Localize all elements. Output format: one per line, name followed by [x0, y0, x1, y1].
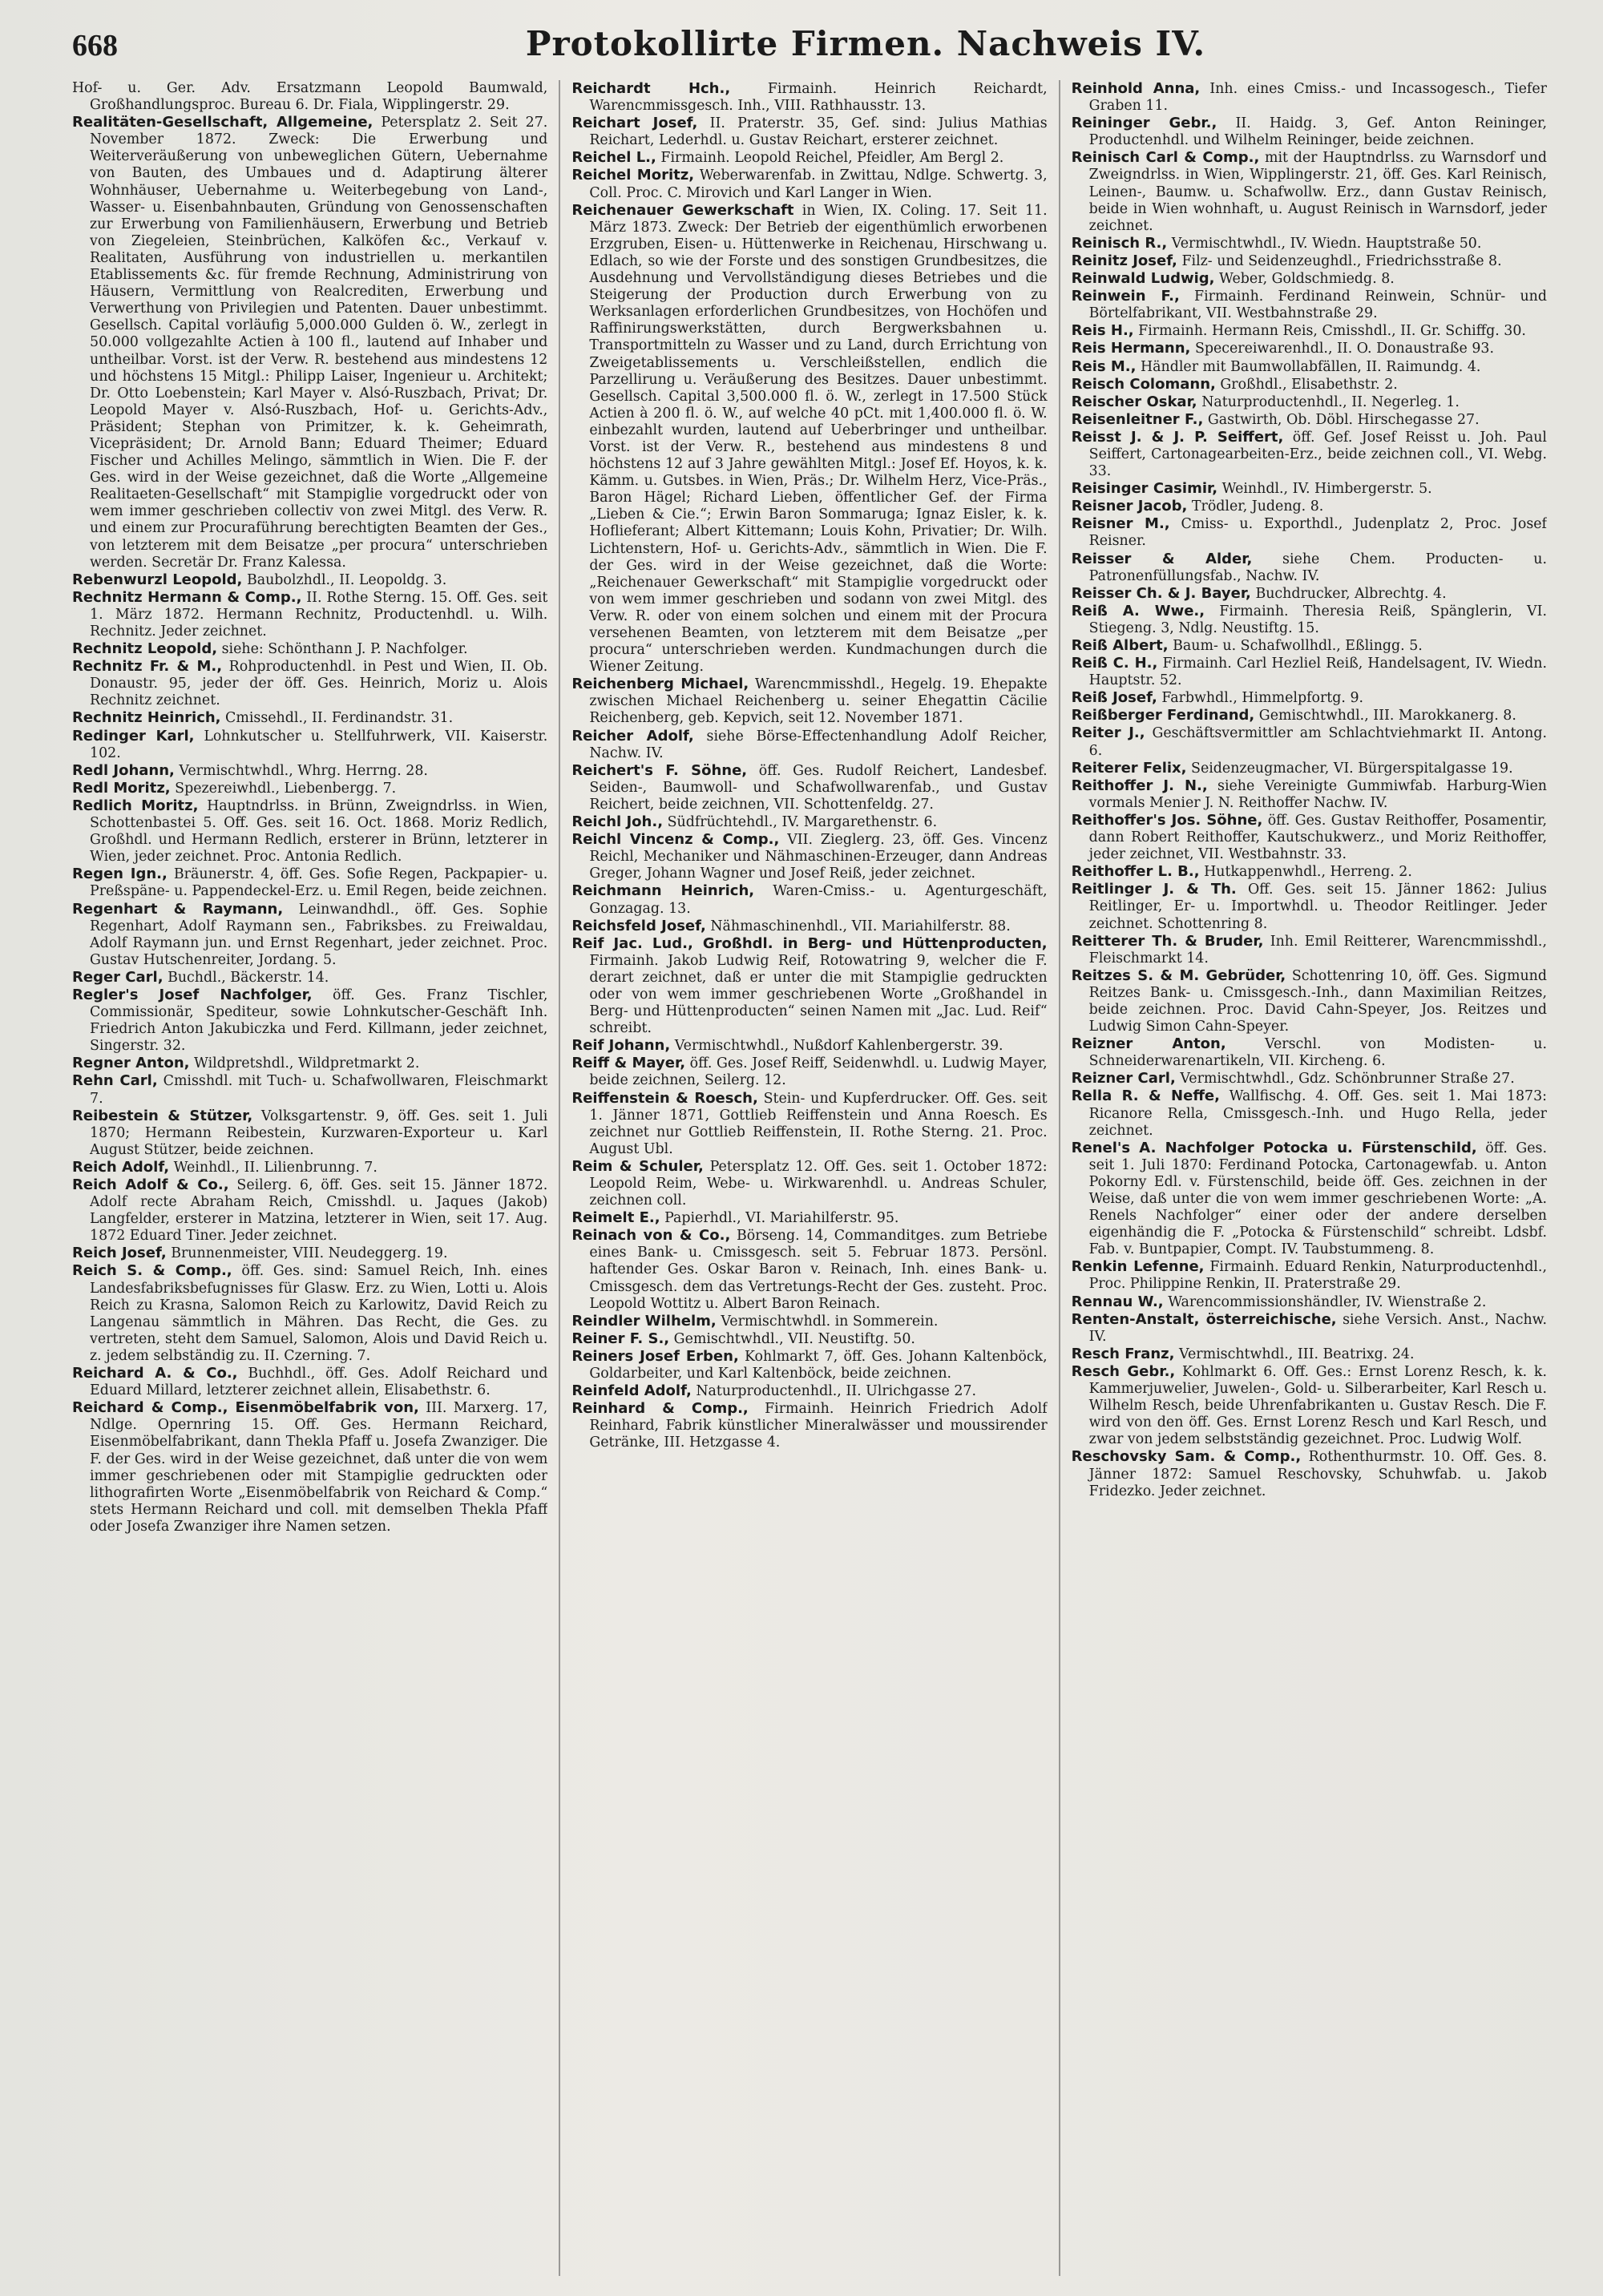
firm-details: öff. Ges. Rudolf Reichert, Landesbef. Seiden-, Baumwoll- und Schafwollwarenfab., und Gustav Reichert, beide zeichnen, VII. Schottenfeldg. 27. — [589, 762, 1048, 813]
directory-entry — [571, 728, 1047, 762]
firm-name: Reichenberg Michael, — [571, 676, 749, 693]
directory-entry — [72, 709, 547, 727]
firm-name: Reithoffer L. B., — [1071, 863, 1200, 881]
directory-entry — [1072, 585, 1547, 603]
firm-name: Reichl Joh., — [571, 813, 664, 831]
firm-name: Reichenauer Gewerkschaft — [571, 201, 794, 219]
firm-name: Reimelt E., — [571, 1209, 660, 1227]
firm-details: Händler mit Baumwollabfällen, II. Raimundg. 4. — [1141, 358, 1481, 375]
directory-entry — [1072, 340, 1547, 357]
firm-name: Reiß A. Wwe., — [1071, 602, 1205, 619]
firm-name: Reinhard & Comp., — [571, 1400, 749, 1418]
column-divider — [1059, 80, 1060, 2276]
firm-details: VII. Zieglerg. 23, öff. Ges. Vincenz Reichl, Mechaniker und Nähmaschinen-Erzeuger, dann Andreas Greger, Johann Wagner und Josef Reiß, jeder zeichnet. — [589, 832, 1048, 882]
firm-details: in Wien, IX. Coling. 17. Seit 11. März 1873. Zweck: Der Betrieb der eigenthümlich erworbenen Erzgruben, Eisen- u. Hüttenwerke in Reichenau, Hirschwang u. Edlach, so wie der Forste und des sonstigen Grundbesitzes, die Ausdehnung und Vervollständigung dieses Betriebes und die Steigerung der Production durch Erwerbung von zu Werksanlagen erforderlichen Grundbesitzes, von Hochöfen und Raffinirungswerkstätten, durch Bergwerksbahnen u. Transportmitteln zu Wasser und zu Land, durch Errichtung von Zweigetablissements u. Verschleißstellen, endlich die Parzellirung u. Veräußerung des Besitzes. Dauer unbestimmt. Gesellsch. Capital 3,500.000 fl. ö. W., zerlegt in 17.500 Stück Actien à 200 fl. ö. W., auf welche 40 pCt. mit 1,400.000 fl. ö. W. einbezahlt wurden, lautend auf Ueberbringer und untheilbar. Vorst. ist der Verw. R., bestehend aus mindestens 8 und höchstens 12 auf 3 Jahre gewählten Mitgl.: Josef Ef. Hoyos, k. k. Kämm. u. Gutsbes. in Wien, Präs.; Dr. Wilhelm Herz, Vice-Präs., Baron Hägel; Richard Lieben, öffentlicher Gef. der Firma „Lieben & Cie.“; Erwin Baron Sommaruga; Ignaz Eisler, k. k. Hoflieferant; Albert Kittemann; Louis Kohn, Privatier; Dr. Wilh. Lichtenstern, Hof- u. Gerichts-Adv., sämmtlich in Wien. Die F. der Ges. wird in der Weise gezeichnet, daß die Worte: „Reichenauer Gewerkschaft“ mit Stampiglie vorgedruckt oder von wem immer geschrieben und sodann von zwei Mitgl. des Verw. R. oder von einem solchen und einem mit der Procura versehenen Beamten, von letzterem mit dem Beisatze „per procura“ unterschrieben werden. Kundmachungen durch die Wiener Zeitung. — [589, 202, 1048, 676]
directory-entry — [1072, 411, 1547, 429]
directory-entry — [1072, 933, 1547, 967]
firm-details: Firmainh. Jakob Ludwig Reif, Rotowatring 9, welcher die F. derart zeichnet, daß er unter die mit Stampiglie gedruckten oder von wem immer geschriebenen Worte „Großhandel in Berg- und Hüttenproducten“ seinen Namen mit „Jac. Lud. Reif“ schreibt. — [589, 952, 1048, 1037]
directory-entry — [571, 1227, 1047, 1312]
firm-name: Reichert's F. Söhne, — [571, 761, 748, 779]
firm-name: Reißberger Ferdinand, — [1071, 707, 1255, 724]
firm-details: Wallfischg. 4. Off. Ges. seit 1. Mai 1873: Ricanore Rella, Cmissgesch.-Inh. und Hugo Rella, jeder zeichnet. — [1088, 1088, 1547, 1139]
firm-name: Reichart Josef, — [571, 115, 698, 132]
firm-details: Firmainh. Heinrich Friedrich Adolf Reinhard, Fabrik künstlicher Mineralwässer und moussirender Getränke, III. Hetzgasse 4. — [589, 1401, 1048, 1451]
firm-details: Gemischtwhdl., III. Marokkanerg. 8. — [1258, 708, 1516, 724]
firm-details: Buchdrucker, Albrechtg. 4. — [1255, 585, 1447, 602]
firm-name: Reisser & Alder, — [1071, 550, 1253, 567]
firm-details: siehe Versich. Anst., Nachw. IV. — [1088, 1311, 1547, 1345]
directory-entry — [1072, 393, 1547, 411]
directory-entry — [571, 831, 1047, 882]
firm-details: Hauptndrlss. in Brünn, Zweigndrlss. in Wien, Schottenbastei 5. Off. Ges. seit 16. Oct. 1868. Moriz Redlich, Großhdl. und Hermann Redlich, ersterer in Brünn, letzterer in Wien, jeder zeichnet. Proc. Antonia Redlich. — [90, 797, 548, 866]
firm-name: Renel's A. Nachfolger Potocka u. Fürstenschild, — [1071, 1139, 1477, 1156]
firm-name: Reitterer Th. & Bruder, — [1071, 932, 1264, 950]
firm-details: Leinwandhdl., öff. Ges. Sophie Regenhart, Adolf Raymann sen., Fabriksbes. zu Freiwaldau, Adolf Raymann jun. und Ernst Regenhart, jeder zeichnet. Proc. Gustav Hutschenreiter, Jordang. 5. — [90, 901, 548, 968]
directory-entry — [1072, 1140, 1547, 1259]
firm-name: Rehn Carl, — [72, 1072, 158, 1090]
directory-entry — [1072, 1448, 1547, 1499]
firm-name: Reizner Anton, — [1071, 1035, 1226, 1053]
firm-name: Reiners Josef Erben, — [571, 1347, 739, 1365]
firm-details: Papierhdl., VI. Mariahilferstr. 95. — [664, 1210, 899, 1227]
firm-details: Vermischtwhdl., IV. Wiedn. Hauptstraße 50. — [1171, 235, 1482, 252]
firm-details: Firmainh. Hermann Reis, Cmisshdl., II. Gr. Schiffg. 30. — [1138, 323, 1526, 340]
firm-details: Verschl. von Modisten- u. Schneiderwarenartikeln, VII. Kircheng. 6. — [1088, 1036, 1547, 1070]
firm-name: Reim & Schuler, — [571, 1157, 704, 1175]
firm-details: Schottenring 10, öff. Ges. Sigmund Reitzes Bank- u. Cmissgesch.-Inh., dann Maximilian Reitzes, beide zeichnen. Proc. David Cahn-Speyer, Jos. Reitzes und Ludwig Simon Cahn-Speyer. — [1088, 967, 1547, 1035]
firm-name: Redl Johann, — [72, 761, 175, 779]
directory-entry — [72, 1245, 547, 1262]
firm-details: Lohnkutscher u. Stellfuhrwerk, VII. Kaiserstr. 102. — [90, 728, 548, 761]
firm-details: Bräunerstr. 4, öff. Ges. Sofie Regen, Packpapier- u. Preßspäne- u. Pappendeckel-Erz. u. Emil Regen, beide zeichnen. — [90, 866, 548, 900]
directory-entry — [72, 1399, 547, 1535]
firm-name: Reis M., — [1071, 357, 1137, 375]
directory-entry — [1072, 603, 1547, 637]
directory-entry — [72, 1072, 547, 1107]
firm-name: Rella R. & Neffe, — [1071, 1087, 1220, 1105]
firm-details: Inh. Emil Reitterer, Warencmmisshdl., Fleischmarkt 14. — [1088, 933, 1547, 966]
firm-name: Reich Adolf & Co., — [72, 1176, 229, 1193]
firm-name: Regen Ign., — [72, 866, 168, 883]
firm-name: Reinfeld Adolf, — [571, 1382, 692, 1400]
firm-name: Reibestein & Stützer, — [72, 1107, 253, 1124]
firm-name: Reinhold Anna, — [1071, 80, 1201, 97]
firm-name: Rechnitz Hermann & Comp., — [72, 588, 302, 606]
firm-name: Reisner Jacob, — [1071, 498, 1188, 515]
firm-details: Waren-Cmiss.- u. Agenturgeschäft, Gonzagag. 13. — [589, 883, 1048, 917]
firm-details: Gemischtwhdl., VII. Neustiftg. 50. — [673, 1330, 915, 1347]
firm-name: Reisenleitner F., — [1071, 410, 1204, 428]
firm-details: Hof- u. Ger. Adv. Ersatzmann Leopold Baumwald, Großhandlungsproc. Bureau 6. Dr. Fiala, Wipplingerstr. 29. — [72, 80, 548, 114]
directory-entry — [1072, 812, 1547, 863]
firm-details: Kohlmarkt 6. Off. Ges.: Ernst Lorenz Resch, k. k. Kammerjuwelier, Juwelen-, Gold- u. Silberarbeiter, Karl Resch u. Wilhelm Resch, beide Uhrenfabrikanten u. Gustav Resch. Die F. wird von den öff. Ges. Ernst Lorenz Resch und Karl Resch, und zwar von jedem selbstständig gezeichnet. Proc. Ludwig Wolf. — [1088, 1363, 1547, 1448]
firm-name: Reis H., — [1071, 322, 1134, 340]
firm-name: Reich Adolf, — [72, 1158, 170, 1176]
directory-entry — [72, 1365, 547, 1399]
directory-entry — [1072, 724, 1547, 759]
directory-entry — [1072, 1035, 1547, 1070]
firm-name: Reichmann Heinrich, — [571, 882, 755, 900]
directory-entry — [1072, 376, 1547, 393]
firm-name: Reschovsky Sam. & Comp., — [1071, 1448, 1302, 1466]
directory-entry — [1072, 149, 1547, 234]
directory-entry — [72, 640, 547, 658]
column-right — [1072, 80, 1547, 2276]
firm-name: Reiß Josef, — [1071, 689, 1157, 707]
directory-entry — [1072, 1258, 1547, 1293]
firm-name: Reis Hermann, — [1071, 340, 1191, 357]
directory-entry — [72, 589, 547, 640]
directory-entry — [1072, 707, 1547, 724]
firm-details: öff. Ges. Josef Reiff, Seidenwhdl. u. Ludwig Mayer, beide zeichnen, Seilerg. 12. — [589, 1055, 1048, 1089]
firm-name: Reinisch R., — [1071, 234, 1168, 252]
directory-entry — [72, 114, 547, 571]
firm-details: Trödler, Judeng. 8. — [1191, 498, 1324, 515]
firm-name: Reiß Albert, — [1071, 637, 1169, 654]
directory-entry — [571, 1090, 1047, 1158]
firm-details: Baum- u. Schafwollhdl., Eßlingg. 5. — [1173, 638, 1423, 654]
firm-details: Firmainh. Ferdinand Reinwein, Schnür- und Börtelfabrikant, VII. Westbahnstraße 29. — [1088, 289, 1547, 322]
firm-details: Südfrüchtehdl., IV. Margarethenstr. 6. — [667, 814, 938, 831]
firm-name: Reithoffer J. N., — [1071, 777, 1208, 794]
directory-entry — [1072, 498, 1547, 515]
directory-entry — [72, 1262, 547, 1365]
firm-details: Vermischtwhdl., Gdz. Schönbrunner Straße 27. — [1180, 1071, 1515, 1087]
firm-name: Rennau W., — [1071, 1293, 1164, 1310]
firm-name: Realitäten-Gesellschaft, Allgemeine, — [72, 114, 373, 131]
firm-name: Renten-Anstalt, österreichische, — [1071, 1310, 1337, 1328]
firm-name: Regenhart & Raymann, — [72, 900, 284, 918]
directory-entry — [1072, 429, 1547, 480]
directory-entry — [72, 80, 547, 114]
firm-details: Weinhdl., IV. Himbergerstr. 5. — [1221, 481, 1432, 498]
directory-entry — [1072, 760, 1547, 777]
directory-entry — [72, 762, 547, 780]
firm-name: Reininger Gebr., — [1071, 115, 1217, 132]
directory-entry — [1072, 637, 1547, 655]
firm-name: Reif Johann, — [571, 1037, 671, 1055]
firm-name: Rebenwurzl Leopold, — [72, 571, 243, 588]
directory-entry — [571, 202, 1047, 676]
firm-details: Baubolzhdl., II. Leopoldg. 3. — [246, 571, 447, 588]
directory-entry — [1072, 551, 1547, 585]
page-title: Protokollirte Firmen. Nachweis IV. — [525, 24, 1206, 63]
directory-entry — [1072, 358, 1547, 376]
firm-details: Rothenthurmstr. 10. Off. Ges. 8. Jänner 1872: Samuel Reschovsky, Schuhwfab. u. Jakob Fridezko. Jeder zeichnet. — [1088, 1449, 1547, 1499]
directory-entry — [1072, 863, 1547, 881]
firm-name: Reindler Wilhelm, — [571, 1312, 717, 1330]
directory-entry — [1072, 1070, 1547, 1087]
directory-entry — [571, 1313, 1047, 1330]
page-number: 668 — [72, 29, 118, 63]
directory-entry — [1072, 115, 1547, 149]
firm-name: Reichel Moritz, — [571, 167, 695, 184]
directory-entry — [571, 1209, 1047, 1227]
firm-details: Firmainh. Carl Hezliel Reiß, Handelsagent, IV. Wiedn. Hauptstr. 52. — [1088, 656, 1547, 689]
firm-details: Nähmaschinenhdl., VII. Mariahilferstr. 88. — [710, 918, 1011, 934]
firm-name: Reichardt Hch., — [571, 80, 731, 97]
directory-entry — [72, 1108, 547, 1159]
firm-details: Gastwirth, Ob. Döbl. Hirschegasse 27. — [1207, 411, 1480, 428]
firm-details: Off. Ges. seit 15. Jänner 1862: Julius Reitlinger, Er- u. Importwhdl. u. Theodor Reitlinger. Jeder zeichnet. Schottenring 8. — [1088, 882, 1547, 932]
directory-entry — [1072, 1293, 1547, 1311]
firm-details: Börseng. 14, Commanditges. zum Betriebe eines Bank- u. Cmissgesch. seit 5. Februar 1873. Persönl. haftender Ges. Oskar Baron v. Reinach, Inh. eines Bank- u. Cmissgesch. dem das Vertretungs-Recht der Ges. zusteht. Proc. Leopold Wottitz u. Albert Baron Reinach. — [589, 1228, 1048, 1312]
directory-entry — [1072, 235, 1547, 252]
firm-name: Reiff & Mayer, — [571, 1055, 686, 1072]
firm-details: öff. Ges. Franz Tischler, Commissionär, Spediteur, sowie Lohnkutscher-Geschäft Inh. Friedrich Anton Jakubiczka und Ferd. Killmann, jeder zeichnet, Singerstr. 32. — [90, 987, 548, 1055]
directory-entry — [1072, 967, 1547, 1035]
directory-entry — [571, 80, 1047, 115]
directory-entry — [72, 866, 547, 900]
firm-name: Reiter J., — [1071, 724, 1145, 742]
firm-name: Reger Carl, — [72, 968, 164, 986]
directory-entry — [1072, 322, 1547, 340]
directory-entry — [72, 901, 547, 969]
firm-details: II. Haidg. 3, Gef. Anton Reininger, Productenhdl. und Wilhelm Reininger, beide zeichnen. — [1088, 115, 1547, 149]
firm-details: Farbwhdl., Himmelpfortg. 9. — [1161, 690, 1364, 707]
firm-name: Reichl Vincenz & Comp., — [571, 831, 780, 849]
firm-details: siehe Chem. Producten- u. Patronenfüllungsfab., Nachw. IV. — [1088, 551, 1547, 584]
directory-entry — [571, 762, 1047, 813]
firm-name: Reif Jac. Lud., Großhdl. in Berg- und Hüttenproducten, — [571, 934, 1048, 952]
firm-details: Naturproductenhdl., II. Ulrichgasse 27. — [696, 1383, 977, 1400]
firm-name: Reizner Carl, — [1071, 1070, 1176, 1087]
firm-details: Warencommissionshändler, IV. Wienstraße 2. — [1168, 1293, 1487, 1310]
column-middle — [571, 80, 1047, 2276]
firm-name: Rechnitz Fr. & M., — [72, 658, 223, 676]
directory-entry — [1072, 270, 1547, 288]
directory-entry — [1072, 252, 1547, 270]
directory-entry — [1072, 689, 1547, 707]
firm-name: Reinisch Carl & Comp., — [1071, 149, 1260, 167]
firm-details: Buchdl., Bäckerstr. 14. — [168, 969, 329, 986]
firm-name: Reinwald Ludwig, — [1071, 270, 1215, 288]
firm-name: Reinach von & Co., — [571, 1227, 731, 1245]
firm-name: Reisser Ch. & J. Bayer, — [1071, 584, 1251, 602]
firm-details: Großhdl., Elisabethstr. 2. — [1220, 376, 1398, 393]
firm-name: Reichel L., — [571, 149, 656, 167]
directory-entry — [1072, 1346, 1547, 1363]
directory-entry — [72, 1159, 547, 1176]
firm-name: Reisinger Casimir, — [1071, 480, 1218, 498]
firm-name: Reiner F. S., — [571, 1330, 670, 1347]
firm-details: öff. Ges. seit 1. Juli 1870: Ferdinand Potocka, Cartonagewfab. u. Anton Pokorny Edl. v. Fürstenschild, beide öff. Ges. zeichnen in der Weise, daß unter die von wem immer geschriebenen Worte: „A. Renels Nachfolger“ einer oder der andere derselben eigenhändig die F. „Potocka & Fürstenschild“ schreibt. Ldsbf. Fab. v. Buntpapier, Compt. IV. Taubstummeng. 8. — [1088, 1140, 1547, 1258]
firm-details: Wildpretshdl., Wildpretmarkt 2. — [194, 1055, 420, 1072]
firm-details: Kohlmarkt 7, öff. Ges. Johann Kaltenböck, Goldarbeiter, und Karl Kaltenböck, beide zeichnen. — [589, 1348, 1048, 1382]
directory-entry — [72, 969, 547, 987]
directory-entry — [571, 935, 1047, 1038]
firm-details: III. Marxerg. 17, Ndlge. Opernring 15. Off. Ges. Hermann Reichard, Eisenmöbelfabrikant, dann Thekla Pfaff u. Josefa Zwanziger. Die F. der Ges. wird in der Weise gezeichnet, daß unter die von wem immer geschriebenen oder mit Stampiglie gedruckten oder lithografirten Worte „Eisenmöbelfabrik von Reichard & Comp.“ stets Hermann Reichard und coll. mit demselben Thekla Pfaff oder Josefa Zwanziger ihre Namen setzen. — [90, 1400, 548, 1535]
firm-name: Reichard & Comp., Eisenmöbelfabrik von, — [72, 1399, 419, 1417]
firm-details: Hutkappenwhdl., Herreng. 2. — [1204, 864, 1412, 881]
firm-details: Inh. eines Cmiss.- und Incassogesch., Tiefer Graben 11. — [1088, 81, 1547, 115]
firm-name: Reitlinger J. & Th. — [1071, 881, 1237, 898]
firm-name: Reinwein F., — [1071, 288, 1180, 305]
directory-entry — [72, 1176, 547, 1245]
firm-details: öff. Ges. Gustav Reithoffer, Posamentir, dann Robert Reithoffer, Kautschukwerz., und Moriz Reithoffer, jeder zeichnet, VII. Westbahnstr. 33. — [1088, 812, 1547, 863]
firm-name: Reichsfeld Josef, — [571, 917, 706, 934]
firm-details: Naturproductenhdl., II. Negerleg. 1. — [1201, 393, 1460, 410]
directory-entry — [1072, 1311, 1547, 1346]
firm-name: Reichard A. & Co., — [72, 1365, 238, 1382]
directory-entry — [571, 1382, 1047, 1400]
firm-details: Cmissehdl., II. Ferdinandstr. 31. — [225, 710, 454, 727]
firm-details: Volksgartenstr. 9, öff. Ges. seit 1. Juli 1870; Hermann Reibestein, Kurzwaren-Exporteur u. Karl August Stützer, beide zeichnen. — [90, 1108, 548, 1158]
firm-details: öff. Ges. sind: Samuel Reich, Inh. eines Landesfabriksbefugnisses für Glasw. Erz. zu Wien, Lotti u. Alois Reich zu Krasna, Salomon Reich zu Karlowitz, David Reich zu Langenau sämmtlich in Mähren. Das Recht, die Ges. zu vertreten, steht dem Samuel, Salomon, Alois und David Reich u. z. jedem selbständig zu. II. Czerning. 7. — [90, 1263, 548, 1364]
firm-details: öff. Gef. Josef Reisst u. Joh. Paul Seiffert, Cartonagearbeiten-Erz., beide zeichnen coll., VI. Webg. 33. — [1088, 429, 1547, 480]
directory-entry — [1072, 1363, 1547, 1448]
firm-name: Redinger Karl, — [72, 727, 195, 744]
firm-details: Vermischtwhdl., Nußdorf Kahlenbergerstr. 39. — [674, 1038, 1003, 1055]
firm-details: Geschäftsvermittler am Schlachtviehmarkt II. Antong. 6. — [1088, 725, 1547, 759]
directory-entry — [571, 1037, 1047, 1055]
firm-name: Redlich Moritz, — [72, 797, 199, 814]
firm-details: Rohproductenhdl. in Pest und Wien, II. Ob. Donaustr. 95, jeder der öff. Ges. Heinrich, Moriz u. Alois Rechnitz zeichnet. — [90, 659, 548, 709]
directory-entry — [571, 918, 1047, 935]
firm-details: mit der Hauptndrlss. zu Warnsdorf und Zweigndrlss. in Wien, Wipplingerstr. 21, öff. Ges. Karl Reinisch, Leinen-, Baumw. u. Schafwollw. Erz., dann Gustav Reinisch, beide in Wien wohnhaft, u. August Reinisch in Warnsdorf, jeder zeichnet. — [1088, 150, 1547, 234]
firm-name: Reicher Adolf, — [571, 727, 694, 744]
firm-details: siehe Vereinigte Gummiwfab. Harburg-Wien vormals Menier J. N. Reithoffer Nachw. IV. — [1088, 777, 1547, 811]
directory-entry — [571, 676, 1047, 727]
directory-entry — [571, 1158, 1047, 1209]
directory-entry — [571, 149, 1047, 167]
firm-name: Regler's Josef Nachfolger, — [72, 986, 313, 1003]
firm-name: Reisner M., — [1071, 515, 1170, 533]
firm-name: Rechnitz Leopold, — [72, 640, 218, 658]
firm-name: Reich Josef, — [72, 1245, 167, 1262]
column-divider — [559, 80, 560, 2276]
directory-entry — [571, 813, 1047, 831]
firm-details: siehe Börse-Effectenhandlung Adolf Reicher, Nachw. IV. — [589, 728, 1048, 761]
firm-details: Firmainh. Leopold Reichel, Pfeidler, Am Bergl 2. — [660, 150, 1004, 167]
firm-details: Vermischtwhdl. in Sommerein. — [721, 1313, 939, 1330]
directory-entry — [72, 571, 547, 589]
directory-entry — [571, 1348, 1047, 1382]
directory-entry — [571, 882, 1047, 917]
firm-details: Petersplatz 2. Seit 27. November 1872. Zweck: Die Erwerbung und Weiterveräußerung von unbeweglichen Gütern, Uebernahme von Bauten, des Umbaues und d. Adaptirung älterer Wohnhäuser, Uebernahme u. Weiterbegebung von Land-, Wasser- u. Eisenbahnbauten, Gründung von Genossenschaften zur Erwerbung von Familienhäusern, Erwerbung und Betrieb von Ziegeleien, Steinbrüchen, Kalköfen &c., Verkauf v. Realitaten, Ausführung von industriellen u. merkantilen Etablissements &c. für fremde Rechnung, Administrirung von Häusern, Vermittlung von Realcrediten, Erwerbung und Verwerthung von Privilegien und Patenten. Dauer unbestimmt. Gesellsch. Capital vorläufig 5,000.000 Gulden ö. W., zerlegt in 50.000 vollgezahlte Actien à 100 fl., lautend auf Inhaber und untheilbar. Vorst. ist der Verw. R. bestehend aus mindestens 12 und höchstens 15 Mitgl.: Philipp Laiser, Ingenieur u. Architekt; Dr. Otto Loebenstein; Karl Mayer v. Alsó-Ruszbach, Privat; Dr. Leopold Mayer v. Alsó-Ruszbach, Hof- u. Gerichts-Adv., Präsident; Stephan von Primitzer, k. k. Geheimrath, Vicepräsident; Dr. Arnold Bann; Eduard Theimer; Eduard Fischer und Achilles Melingo, sämmtlich in Wien. Die F. der Ges. wird in der Weise gezeichnet, daß die Worte „Allgemeine Realitaeten-Gesellschaft“ mit Stampiglie vorgedruckt oder von wem immer geschrieben collectiv von zwei Mitgl. des Verw. R. und einem zur Procuraführung berechtigten Beamten der Ges., von letzterem mit dem Beisatze „per procura“ unterschrieben werden. Secretär Dr. Franz Kalessa. — [90, 115, 548, 571]
firm-name: Rechnitz Heinrich, — [72, 709, 221, 727]
page-header — [72, 24, 1547, 69]
directory-entry — [1072, 777, 1547, 812]
firm-details: Spezereiwhdl., Liebenbergg. 7. — [175, 780, 397, 797]
directory-entry — [571, 1055, 1047, 1089]
firm-name: Resch Franz, — [1071, 1345, 1175, 1362]
firm-name: Reiterer Felix, — [1071, 759, 1187, 777]
columns — [72, 80, 1547, 2276]
directory-entry — [1072, 881, 1547, 932]
firm-details: Weberwarenfab. in Zwittau, Ndlge. Schwertg. 3, Coll. Proc. C. Mirovich und Karl Langer in Wien. — [589, 167, 1048, 201]
firm-name: Reithoffer's Jos. Söhne, — [1071, 811, 1263, 829]
directory-entry — [1072, 515, 1547, 550]
firm-details: II. Rothe Sterng. 15. Off. Ges. seit 1. März 1872. Hermann Rechnitz, Productenhdl. u. Wilh. Rechnitz. Jeder zeichnet. — [90, 589, 548, 640]
directory-entry — [1072, 655, 1547, 689]
firm-details: Firmainh. Theresia Reiß, Spänglerin, VI. Stiegeng. 3, Ndlg. Neustiftg. 15. — [1088, 603, 1547, 636]
firm-name: Reich S. & Comp., — [72, 1262, 232, 1280]
firm-details: siehe: Schönthann J. P. Nachfolger. — [221, 641, 468, 658]
directory-entry — [72, 1055, 547, 1072]
directory-entry — [72, 987, 547, 1055]
directory-entry — [1072, 1087, 1547, 1139]
firm-details: Stein- und Kupferdrucker. Off. Ges. seit 1. Jänner 1871, Gottlieb Reiffenstein und Anna Roesch. Es zeichnet nur Gottlieb Reiffenstein, II. Rothe Sterng. 21. Proc. August Ubl. — [589, 1090, 1048, 1157]
firm-name: Reiffenstein & Roesch, — [571, 1089, 758, 1107]
directory-entry — [571, 1400, 1047, 1451]
firm-name: Renkin Lefenne, — [1071, 1258, 1205, 1276]
firm-details: II. Praterstr. 35, Gef. sind: Julius Mathias Reichart, Lederhdl. u. Gustav Reichart, ersterer zeichnet. — [589, 115, 1048, 149]
firm-name: Reischer Oskar, — [1071, 393, 1197, 410]
directory-entry — [1072, 480, 1547, 498]
firm-name: Redl Moritz, — [72, 779, 171, 797]
firm-details: Petersplatz 12. Off. Ges. seit 1. October 1872: Leopold Reim, Webe- u. Wirkwarenhdl. u. Andreas Schuler, zeichnen coll. — [589, 1158, 1048, 1209]
firm-details: Firmainh. Eduard Renkin, Naturproductenhdl., Proc. Philippine Renkin, II. Praterstraße 29. — [1088, 1259, 1547, 1293]
directory-entry — [1072, 80, 1547, 115]
firm-details: Filz- und Seidenzeughdl., Friedrichsstraße 8. — [1181, 252, 1502, 269]
directory-entry — [72, 658, 547, 709]
firm-details: Warencmmisshdl., Hegelg. 19. Ehepakte zwischen Michael Reichenberg u. seiner Ehegattin Cäcilie Reichenberg, geb. Kepvich, seit 12. November 1871. — [589, 676, 1048, 727]
firm-name: Resch Gebr., — [1071, 1362, 1176, 1380]
directory-entry — [1072, 288, 1547, 322]
firm-details: Seidenzeugmacher, VI. Bürgerspitalgasse 19. — [1191, 760, 1513, 777]
directory-entry — [72, 797, 547, 866]
directory-entry — [571, 115, 1047, 149]
firm-name: Reitzes S. & M. Gebrüder, — [1071, 966, 1286, 984]
firm-details: Cmiss- u. Exporthdl., Judenplatz 2, Proc. Josef Reisner. — [1088, 516, 1547, 550]
firm-details: Firmainh. Heinrich Reichardt, Warencmmissgesch. Inh., VIII. Rathhausstr. 13. — [589, 81, 1048, 115]
firm-details: Cmisshdl. mit Tuch- u. Schafwollwaren, Fleischmarkt 7. — [90, 1073, 548, 1107]
firm-details: Specereiwarenhdl., II. O. Donaustraße 93. — [1194, 341, 1494, 357]
directory-entry — [72, 728, 547, 762]
directory-entry — [571, 167, 1047, 201]
directory-entry — [571, 1330, 1047, 1348]
firm-name: Regner Anton, — [72, 1055, 190, 1072]
firm-details: Vermischtwhdl., Whrg. Herrng. 28. — [179, 762, 428, 779]
firm-details: Buchhdl., öff. Ges. Adolf Reichard und Eduard Millard, letzterer zeichnet allein, Elisabethstr. 6. — [90, 1366, 548, 1399]
column-left — [72, 80, 547, 2276]
directory-entry — [72, 780, 547, 797]
firm-name: Reisch Colomann, — [1071, 375, 1216, 393]
firm-details: Seilerg. 6, öff. Ges. seit 15. Jänner 1872. Adolf recte Abraham Reich, Cmisshdl. u. Jaques (Jakob) Langfelder, ersterer in Matzina, letzterer in Wien, seit 17. Aug. 1872 Eduard Tiner. Jeder zeichnet. — [90, 1177, 548, 1245]
firm-details: Weinhdl., II. Lilienbrunng. 7. — [173, 1159, 378, 1176]
firm-name: Reiß C. H., — [1071, 655, 1158, 672]
firm-details: Brunnenmeister, VIII. Neudeggerg. 19. — [171, 1245, 448, 1262]
firm-details: Weber, Goldschmiedg. 8. — [1219, 271, 1395, 288]
firm-name: Reisst J. & J. P. Seiffert, — [1071, 428, 1284, 446]
firm-details: Vermischtwhdl., III. Beatrixg. 24. — [1179, 1346, 1415, 1362]
firm-name: Reinitz Josef, — [1071, 252, 1177, 269]
